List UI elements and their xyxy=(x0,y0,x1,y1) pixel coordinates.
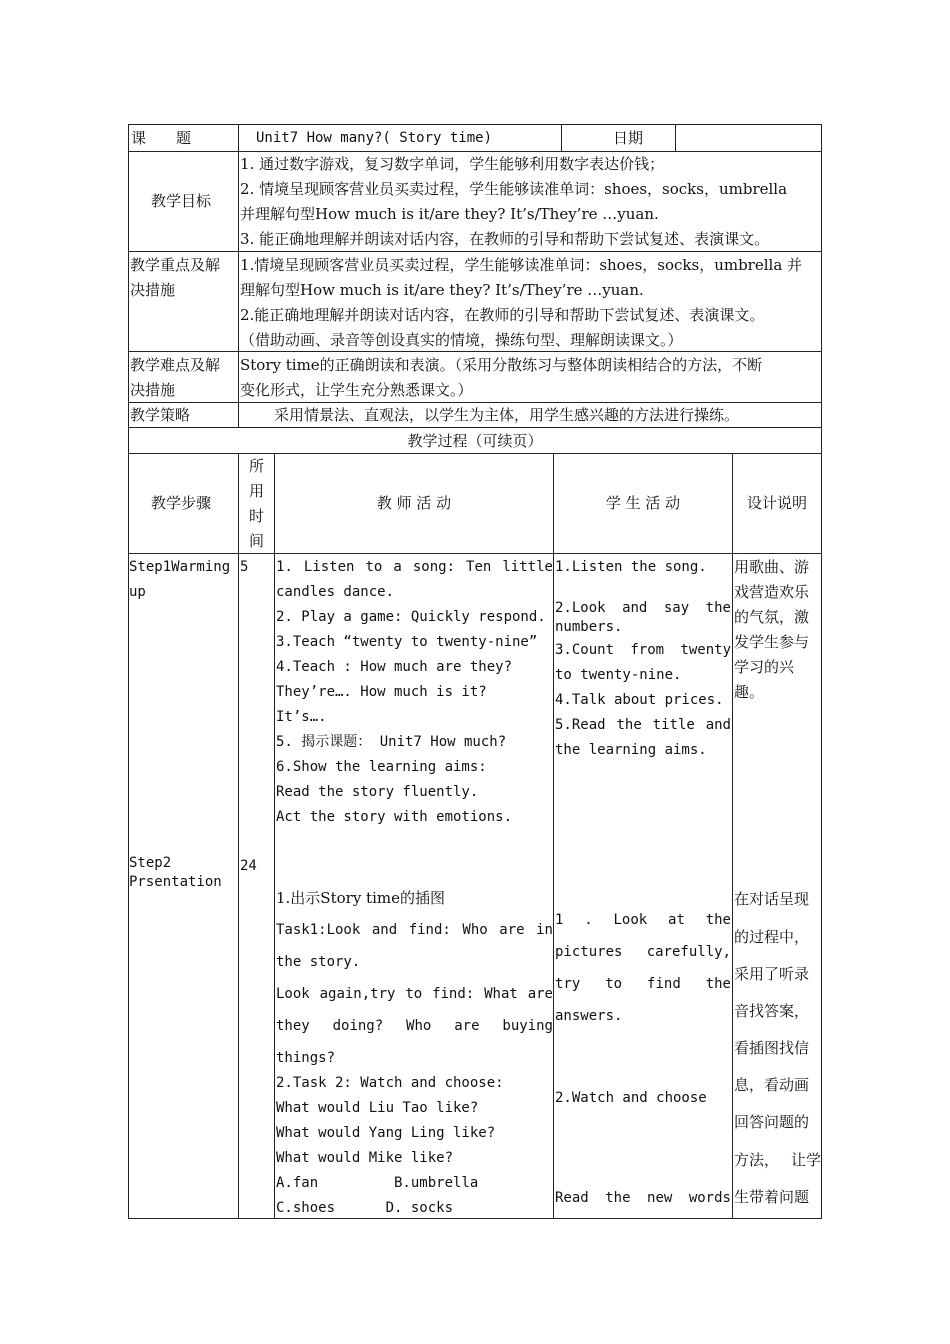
key-point-line: 理解句型How much is it/are they? It’s/They’re …yuan. xyxy=(240,281,644,299)
step2-teacher-line: the story. xyxy=(276,954,361,970)
step1-teacher-line: 3.Teach “twenty to twenty-nine” xyxy=(276,634,538,650)
step2-teacher-line: things? xyxy=(276,1050,336,1066)
objectives-label: 教学目标 xyxy=(151,192,212,210)
step2-design-line: 音找答案， xyxy=(734,1002,810,1020)
step2-design-line: 在对话呈现 xyxy=(734,890,810,908)
col-time-header: 用 xyxy=(248,482,264,500)
col-time-header: 所 xyxy=(248,457,264,475)
step1-design-line: 用歌曲、游 xyxy=(734,558,810,576)
step2-student-line: try to find the xyxy=(555,976,731,992)
step1-design-line: 趣。 xyxy=(734,683,765,701)
step1-design-line: 戏营造欢乐 xyxy=(734,583,810,601)
step2-teacher-line: Look again,try to find: What are xyxy=(276,986,553,1002)
step1-teacher-line: 5. 揭示课题： Unit7 How much? xyxy=(276,734,507,750)
step1-time: 5 xyxy=(240,559,249,575)
step1-student-line: 1.Listen the song. xyxy=(555,559,707,575)
step1-teacher-line: 1. Listen to a song: Ten little xyxy=(276,559,553,575)
step2-teacher-line: C.shoes D. socks xyxy=(276,1200,454,1216)
key-points-label: 教学重点及解 xyxy=(130,256,221,274)
step1-name: Step1Warming xyxy=(129,559,231,575)
step2-design-line: 息，看动画 xyxy=(734,1076,810,1094)
step1-design-line: 的气氛，激 xyxy=(734,608,810,626)
objective-line: 1. 通过数字游戏，复习数字单词，学生能够利用数字表达价钱； xyxy=(240,155,665,173)
step1-student-line: 5.Read the title and xyxy=(555,717,731,733)
col-teacher-header: 教 师 活 动 xyxy=(376,494,452,512)
objective-line: 并理解句型How much is it/are they? It’s/They’re …yuan. xyxy=(240,205,659,223)
step1-student-line: numbers. xyxy=(555,619,623,635)
step1-teacher-line: It’s…. xyxy=(276,709,327,725)
step2-design-line: 看插图找信 xyxy=(734,1039,810,1057)
step2-teacher-line: What would Mike like? xyxy=(276,1150,454,1166)
col-time-header: 时 xyxy=(248,507,264,525)
step2-design-line: 生带着问题 xyxy=(734,1188,810,1206)
step1-teacher-line: 2. Play a game: Quickly respond. xyxy=(276,609,546,625)
col-student-header: 学 生 活 动 xyxy=(605,494,681,512)
step2-name: Prsentation xyxy=(129,874,222,890)
step2-teacher-line: they doing? Who are buying xyxy=(276,1018,553,1034)
step2-student-line: 2.Watch and choose xyxy=(555,1090,707,1106)
step1-teacher-line: Read the story fluently. xyxy=(276,784,479,800)
step2-time: 24 xyxy=(240,858,257,874)
step2-teacher-line: What would Liu Tao like? xyxy=(276,1100,479,1116)
date-label: 日期 xyxy=(613,129,644,147)
strategy-value: 采用情景法、直观法，以学生为主体，用学生感兴趣的方法进行操练。 xyxy=(274,406,740,424)
step2-teacher-line: Task1:Look and find: Who are in xyxy=(276,922,553,938)
step2-student-line: answers. xyxy=(555,1008,623,1024)
step2-design-line: 采用了听录 xyxy=(734,965,810,983)
process-title: 教学过程（可续页） xyxy=(407,432,543,450)
step2-teacher-line: What would Yang Ling like? xyxy=(276,1125,496,1141)
topic-label: 课 题 xyxy=(131,129,192,147)
key-points-label: 决措施 xyxy=(130,281,176,299)
step1-design-line: 学习的兴 xyxy=(734,658,795,676)
step1-design-line: 发学生参与 xyxy=(734,633,810,651)
step2-student-line: pictures carefully, xyxy=(555,944,731,960)
step1-student-line: the learning aims. xyxy=(555,742,707,758)
step2-teacher-line: 2.Task 2: Watch and choose: xyxy=(276,1075,504,1091)
col-steps-header: 教学步骤 xyxy=(151,494,212,512)
objective-line: 2. 情境呈现顾客营业员买卖过程，学生能够读准单词：shoes，socks，umbrella xyxy=(240,180,788,198)
step2-teacher-line: A.fan B.umbrella xyxy=(276,1175,479,1191)
step2-name: Step2 xyxy=(129,855,172,871)
key-point-line: （借助动画、录音等创设真实的情境，操练句型、理解朗读课文。） xyxy=(240,331,683,349)
step2-student-line: 1 . Look at the xyxy=(555,912,731,928)
col-design-header: 设计说明 xyxy=(746,494,807,512)
difficulties-label: 决措施 xyxy=(130,381,176,399)
step1-teacher-line: They’re…. How much is it? xyxy=(276,684,487,700)
key-point-line: 1.情境呈现顾客营业员买卖过程，学生能够读准单词：shoes，socks，umbrella 并 xyxy=(240,256,803,274)
key-point-line: 2.能正确地理解并朗读对话内容，在教师的引导和帮助下尝试复述、表演课文。 xyxy=(240,306,765,324)
strategy-label: 教学策略 xyxy=(130,406,191,424)
step1-teacher-line: 6.Show the learning aims: xyxy=(276,759,487,775)
topic-value: Unit7 How many?( Story time) xyxy=(256,130,493,146)
step1-name: up xyxy=(129,584,146,600)
step2-student-line: Read the new words xyxy=(555,1190,731,1206)
step2-teacher-line: 1.出示Story time的插图 xyxy=(276,889,445,907)
objective-line: 3. 能正确地理解并朗读对话内容，在教师的引导和帮助下尝试复述、表演课文。 xyxy=(240,230,770,248)
step1-student-line: to twenty-nine. xyxy=(555,667,682,683)
step1-teacher-line: 4.Teach : How much are they? xyxy=(276,659,513,675)
step1-teacher-line: candles dance. xyxy=(276,584,395,600)
step2-design-line: 回答问题的 xyxy=(734,1113,810,1131)
difficulty-line: Story time的正确朗读和表演。（采用分散练习与整体朗读相结合的方法，不断 xyxy=(240,356,763,374)
difficulty-line: 变化形式，让学生充分熟悉课文。） xyxy=(240,381,473,399)
step1-student-line: 2.Look and say the xyxy=(555,600,731,616)
step1-student-line: 4.Talk about prices. xyxy=(555,692,724,708)
step2-design-line: 方法， 让学 xyxy=(734,1151,821,1169)
step1-teacher-line: Act the story with emotions. xyxy=(276,809,513,825)
difficulties-label: 教学难点及解 xyxy=(130,356,221,374)
step2-design-line: 的过程中， xyxy=(734,928,810,946)
col-time-header: 间 xyxy=(248,532,264,550)
step1-student-line: 3.Count from twenty xyxy=(555,642,731,658)
